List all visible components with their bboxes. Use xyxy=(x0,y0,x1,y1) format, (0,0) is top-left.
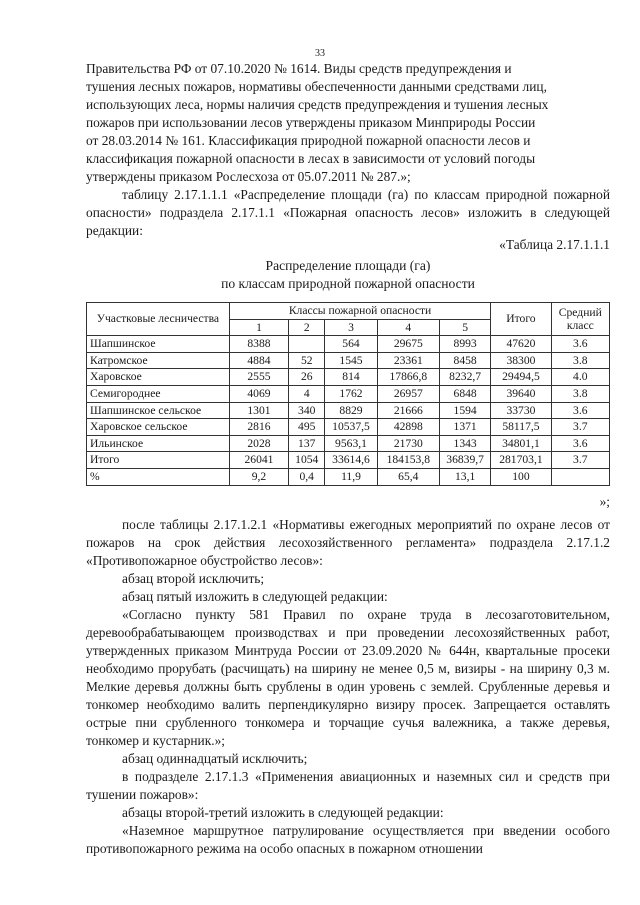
cell-c4: 21730 xyxy=(377,435,439,452)
intro-line: тушения лесных пожаров, нормативы обеспеченности данными средствами лиц, xyxy=(86,79,547,94)
cell-c4: 17866,8 xyxy=(377,369,439,386)
cell-c4: 65,4 xyxy=(377,468,439,485)
table-row xyxy=(87,435,610,452)
cell-c1: 2555 xyxy=(229,369,288,386)
cell-avg: 3.6 xyxy=(551,402,609,419)
cell-avg: 3.7 xyxy=(551,419,609,436)
header-class-4: 4 xyxy=(377,319,439,336)
header-class-3: 3 xyxy=(325,319,377,336)
header-total: Итого xyxy=(491,303,551,336)
cell-c2: 4 xyxy=(289,385,325,402)
cell-c3: 1545 xyxy=(325,352,377,369)
cell-total: 34801,1 xyxy=(491,435,551,452)
cell-c1: 9,2 xyxy=(229,468,288,485)
table-row xyxy=(87,352,610,369)
table-ref-paragraph: таблицу 2.17.1.1.1 «Распределение площади (га) по классам природной пожарной опасности» подраздела 2.17.1.1 «Пожарная опасность лесов» изложить в следующей редакции: xyxy=(86,187,610,238)
cell-c3: 8829 xyxy=(325,402,377,419)
table-row xyxy=(87,419,610,436)
intro-line: использующих леса, нормы наличия средств предупреждения и тушения лесных xyxy=(86,97,549,112)
cell-total: 58117,5 xyxy=(491,419,551,436)
closing-quote-mark: »; xyxy=(599,494,610,509)
cell-c4: 21666 xyxy=(377,402,439,419)
ground-patrol-paragraph: «Наземное маршрутное патрулирование осуществляется при введении особого противопожарного режима на особо опасных в пожарном отношении xyxy=(86,823,610,856)
cell-c1: 4069 xyxy=(229,385,288,402)
cell-total: 47620 xyxy=(491,336,551,353)
cell-c4: 184153,8 xyxy=(377,452,439,469)
cell-c4: 26957 xyxy=(377,385,439,402)
table-row xyxy=(87,468,610,485)
header-forestry: Участковые лесничества xyxy=(87,303,230,336)
cell-c1: 2028 xyxy=(229,435,288,452)
cell-avg: 4.0 xyxy=(551,369,609,386)
table-row xyxy=(87,452,610,469)
cell-c3: 1762 xyxy=(325,385,377,402)
forestry-name-cell: Шапшинское xyxy=(87,336,230,353)
table-title: Распределение площади (га) xyxy=(265,258,431,273)
cell-c4: 29675 xyxy=(377,336,439,353)
quote-paragraph: «Согласно пункту 581 Правил по охране труда в лесозаготовительном, деревообрабатывающем производствах и при проведении лесохозяйственных работ, утвержденных приказом Минтруда России от 23.09.2020 № 644н, квартальные просеки необходимо прорубать (расчищать) на ширину не менее 0,5 м, визиры - на ширину 0,3 м. Мелкие деревья должны быть срублены в один уровень с землей. Срубленные деревья и тонкомер необходимо валить перпендикулярно визиру просек. Запрещается оставлять острые пни срубленного тонкомера и торчащие сучья валежника, а также деревья, тонкомер и кустарник.»; xyxy=(86,607,610,748)
header-class-2: 2 xyxy=(289,319,325,336)
cell-avg xyxy=(551,468,609,485)
table-subtitle: по классам природной пожарной опасности xyxy=(221,276,475,291)
table-label: «Таблица 2.17.1.1.1 xyxy=(499,237,610,252)
paragraph-abz11: абзац одиннадцатый исключить; xyxy=(122,751,308,766)
cell-c2 xyxy=(289,336,325,353)
table-row xyxy=(87,336,610,353)
cell-c2: 495 xyxy=(289,419,325,436)
cell-total: 33730 xyxy=(491,402,551,419)
forestry-name-cell: % xyxy=(87,468,230,485)
table-body xyxy=(87,336,610,485)
cell-c3: 9563,1 xyxy=(325,435,377,452)
intro-line: от 28.03.2014 № 161. Классификация природной пожарной опасности лесов и xyxy=(86,133,531,148)
paragraph-abz23: абзацы второй-третий изложить в следующей редакции: xyxy=(122,805,444,820)
forestry-name-cell: Итого xyxy=(87,452,230,469)
cell-c3: 564 xyxy=(325,336,377,353)
cell-c5: 1594 xyxy=(439,402,490,419)
forestry-name-cell: Шапшинское сельское xyxy=(87,402,230,419)
cell-c5: 36839,7 xyxy=(439,452,490,469)
cell-avg: 3.6 xyxy=(551,435,609,452)
table-row xyxy=(87,385,610,402)
cell-avg: 3.7 xyxy=(551,452,609,469)
cell-total: 100 xyxy=(491,468,551,485)
cell-c5: 1343 xyxy=(439,435,490,452)
cell-total: 38300 xyxy=(491,352,551,369)
header-class-1: 1 xyxy=(229,319,288,336)
header-average: Средний класс xyxy=(551,303,609,336)
intro-line: пожаров при использовании лесов утверждены приказом Минприроды России xyxy=(86,115,536,130)
cell-c4: 42898 xyxy=(377,419,439,436)
cell-c2: 52 xyxy=(289,352,325,369)
cell-c2: 137 xyxy=(289,435,325,452)
forestry-name-cell: Харовское сельское xyxy=(87,419,230,436)
cell-c1: 1301 xyxy=(229,402,288,419)
after-table-paragraph: после таблицы 2.17.1.2.1 «Нормативы ежегодных мероприятий по охране лесов от пожаров на срок действия лесохозяйственного регламента» подраздела 2.17.1.2 «Противопожарное обустройство лесов»: xyxy=(86,517,610,568)
cell-c5: 8232,7 xyxy=(439,369,490,386)
forestry-name-cell: Катромское xyxy=(87,352,230,369)
cell-c1: 4884 xyxy=(229,352,288,369)
table-row xyxy=(87,402,610,419)
paragraph-abz2: абзац второй исключить; xyxy=(122,571,265,586)
cell-avg: 3.8 xyxy=(551,385,609,402)
cell-c3: 814 xyxy=(325,369,377,386)
cell-avg: 3.6 xyxy=(551,336,609,353)
cell-total: 39640 xyxy=(491,385,551,402)
cell-c2: 0,4 xyxy=(289,468,325,485)
forestry-name-cell: Ильинское xyxy=(87,435,230,452)
paragraph-abz5: абзац пятый изложить в следующей редакции: xyxy=(122,589,388,604)
forestry-name-cell: Харовское xyxy=(87,369,230,386)
cell-c3: 10537,5 xyxy=(325,419,377,436)
cell-c3: 11,9 xyxy=(325,468,377,485)
cell-c5: 8993 xyxy=(439,336,490,353)
cell-c4: 23361 xyxy=(377,352,439,369)
header-class-5: 5 xyxy=(439,319,490,336)
cell-total: 281703,1 xyxy=(491,452,551,469)
cell-total: 29494,5 xyxy=(491,369,551,386)
cell-avg: 3.8 xyxy=(551,352,609,369)
header-classes: Классы пожарной опасности xyxy=(229,303,490,320)
cell-c5: 8458 xyxy=(439,352,490,369)
subsection-paragraph: в подразделе 2.17.1.3 «Применения авиационных и наземных сил и средств при тушении пожаров»: xyxy=(86,769,610,802)
cell-c5: 13,1 xyxy=(439,468,490,485)
page-number: 33 xyxy=(315,48,325,59)
cell-c2: 26 xyxy=(289,369,325,386)
fire-class-table xyxy=(86,302,610,486)
cell-c1: 8388 xyxy=(229,336,288,353)
cell-c5: 1371 xyxy=(439,419,490,436)
forestry-name-cell: Семигороднее xyxy=(87,385,230,402)
cell-c2: 340 xyxy=(289,402,325,419)
intro-paragraph xyxy=(86,60,610,186)
cell-c5: 6848 xyxy=(439,385,490,402)
intro-line: классификация пожарной опасности в лесах в зависимости от условий погоды xyxy=(86,151,536,166)
cell-c3: 33614,6 xyxy=(325,452,377,469)
cell-c1: 2816 xyxy=(229,419,288,436)
cell-c2: 1054 xyxy=(289,452,325,469)
cell-c1: 26041 xyxy=(229,452,288,469)
intro-line: Правительства РФ от 07.10.2020 № 1614. Виды средств предупреждения и xyxy=(86,61,512,76)
table-row xyxy=(87,369,610,386)
intro-line: утверждены приказом Рослесхоза от 05.07.2011 № 287.»; xyxy=(86,169,411,184)
